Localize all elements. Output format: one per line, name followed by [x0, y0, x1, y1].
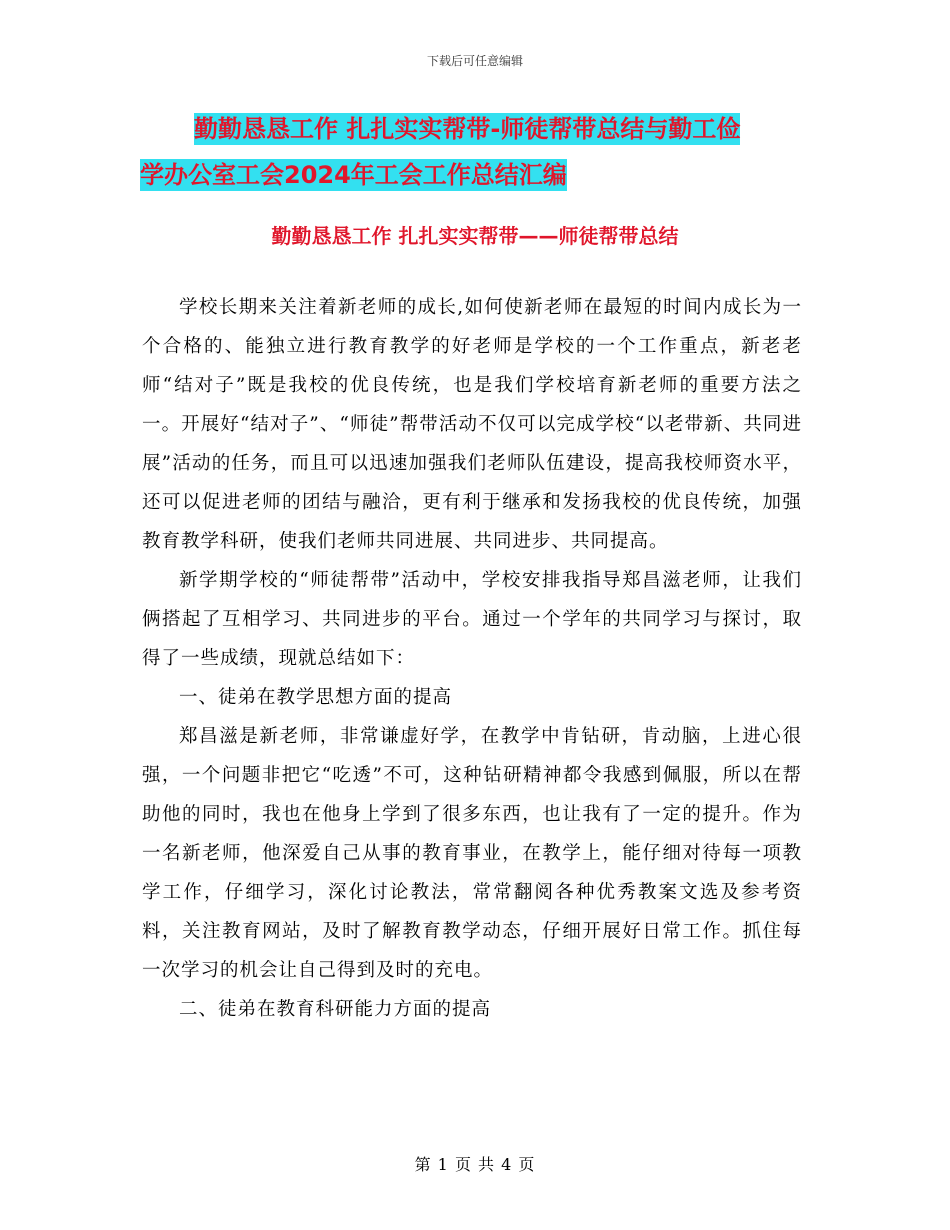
- page-number-footer: 第 1 页 共 4 页: [414, 1155, 536, 1174]
- document-title: [140, 106, 820, 198]
- title-highlight-1: 勤勤恳恳工作 扎扎实实帮带-师徒帮带总结与勤工俭: [194, 115, 741, 143]
- title-highlight-2: 学办公室工会2024年工会工作总结汇编: [140, 161, 567, 189]
- subheading: 二、徒弟在教育科研能力方面的提高: [179, 999, 492, 1020]
- body-content: [142, 288, 802, 1029]
- document-title-line-1: [140, 106, 820, 152]
- page-header-note: 下载后可任意编辑: [426, 54, 523, 68]
- paragraph: 新学期学校的“师徒帮带”活动中，学校安排我指导郑昌滋老师，让我们俩搭起了互相学习、共同进步的平台。通过一个学年的共同学习与探讨，取得了一些成绩，现就总结如下：: [142, 570, 802, 669]
- subheading: 一、徒弟在教学思想方面的提高: [179, 687, 453, 708]
- document-title-line-2: [140, 152, 820, 198]
- section-title: 勤勤恳恳工作 扎扎实实帮带——师徒帮带总结: [271, 224, 679, 248]
- paragraph: 郑昌滋是新老师，非常谦虚好学，在教学中肯钻研，肯动脑，上进心很强，一个问题非把它“吃透”不可，这种钻研精神都令我感到佩服，所以在帮助他的同时，我也在他身上学到了很多东西，也让我有了一定的提升。作为一名新老师，他深爱自己从事的教育事业，在教学上，能仔细对待每一项教学工作，仔细学习，深化讨论教法，常常翻阅各种优秀教案文选及参考资料，关注教育网站，及时了解教育教学动态，仔细开展好日常工作。抓住每一次学习的机会让自己得到及时的充电。: [142, 726, 802, 981]
- paragraph: 学校长期来关注着新老师的成长,如何使新老师在最短的时间内成长为一个合格的、能独立进行教育教学的好老师是学校的一个工作重点，新老老师“结对子”既是我校的优良传统，也是我们学校培育新老师的重要方法之一。开展好“结对子”、“师徒”帮带活动不仅可以完成学校“以老带新、共同进展”活动的任务，而且可以迅速加强我们老师队伍建设，提高我校师资水平，还可以促进老师的团结与融洽，更有利于继承和发扬我校的优良传统，加强教育教学科研，使我们老师共同进展、共同进步、共同提高。: [142, 297, 802, 552]
